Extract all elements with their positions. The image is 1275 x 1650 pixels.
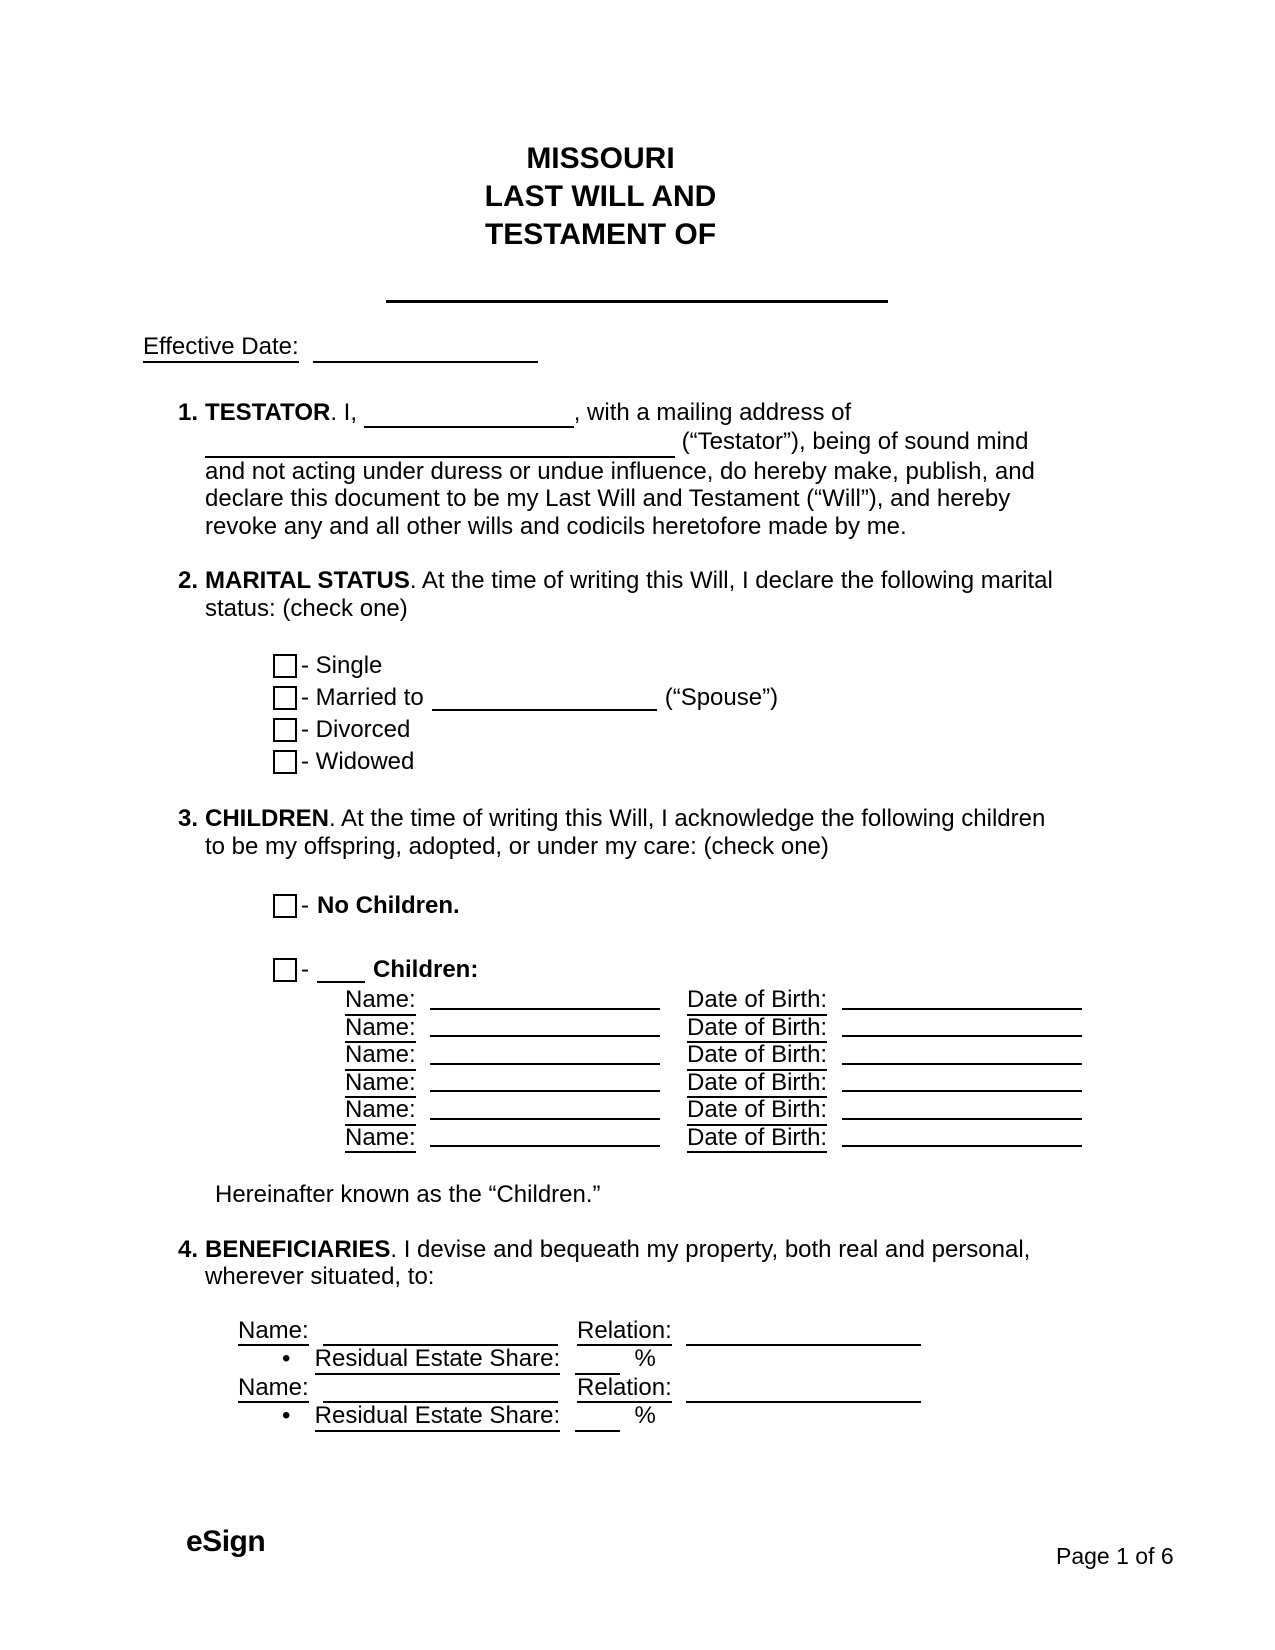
hereinafter-note: Hereinafter known as the “Children.” — [215, 1181, 601, 1208]
beneficiary-relation-label: Relation: — [577, 1374, 672, 1404]
no-children-dash: - — [301, 892, 309, 920]
children-count-checkbox[interactable] — [273, 958, 297, 982]
child-name-blank[interactable] — [430, 986, 660, 1010]
divorced-label: - Divorced — [301, 716, 411, 744]
section-marital-text: MARITAL STATUS. At the time of writing this Will, I declare the following marital status: (check one) - Single - Married to (“Spouse”) - Divorced - Widowed — [205, 567, 1065, 778]
beneficiary-relation-label: Relation: — [577, 1317, 672, 1347]
child-dob-blank[interactable] — [842, 1069, 1082, 1093]
residual-share-blank[interactable] — [575, 1345, 620, 1375]
section-number: 1. — [178, 398, 199, 426]
children-count-blank[interactable] — [317, 957, 365, 983]
widowed-checkbox[interactable] — [273, 750, 297, 774]
child-name-label: Name: — [345, 1096, 416, 1126]
option-single — [273, 650, 1065, 682]
spouse-suffix-label: (“Spouse”) — [664, 684, 779, 712]
child-dob-label: Date of Birth: — [687, 1069, 827, 1099]
child-name-blank[interactable] — [430, 1069, 660, 1093]
children-count-dash: - — [301, 956, 309, 984]
bullet-icon: • — [282, 1345, 291, 1372]
effective-date-blank[interactable] — [313, 333, 538, 363]
section-heading: BENEFICIARIES — [205, 1235, 391, 1263]
child-dob-label: Date of Birth: — [687, 1096, 827, 1126]
child-row-4 — [345, 1069, 1065, 1097]
section-children — [178, 805, 1075, 1151]
section-heading: MARITAL STATUS — [205, 567, 410, 594]
esign-logo: eSign — [186, 1525, 266, 1558]
child-row-2 — [345, 1014, 1065, 1042]
no-children-label: No Children. — [317, 892, 460, 920]
beneficiary-relation-blank[interactable] — [686, 1317, 921, 1347]
page-indicator: Page 1 of 6 — [1056, 1543, 1174, 1569]
residual-share-label: Residual Estate Share: — [315, 1345, 560, 1375]
option-divorced — [273, 714, 1065, 746]
section-beneficiaries — [178, 1236, 1075, 1431]
testator-name-blank[interactable] — [364, 399, 574, 429]
residual-share-label: Residual Estate Share: — [315, 1402, 560, 1432]
effective-date-row — [143, 333, 1075, 363]
child-row-6 — [345, 1124, 1065, 1152]
option-widowed — [273, 746, 1065, 778]
section-heading: CHILDREN — [205, 805, 329, 832]
percent-sign: % — [634, 1402, 656, 1429]
married-checkbox[interactable] — [273, 686, 297, 710]
child-row-3 — [345, 1041, 1065, 1069]
children-count-label: Children: — [373, 956, 479, 984]
child-name-blank[interactable] — [430, 1124, 660, 1148]
effective-date-label: Effective Date: — [143, 333, 299, 363]
divorced-checkbox[interactable] — [273, 718, 297, 742]
section-testator — [178, 399, 1075, 541]
child-row-1 — [345, 986, 1065, 1014]
section-children-text: CHILDREN. At the time of writing this Will, I acknowledge the following children to be my offspring, adopted, or under my care: (check one) - No Children. - Children: Name: Date of Birth: Name: Date of Birth: Name: Date of Birth: Name: Date of Birth: Name: Date of Birth: Name: Date of Birth: — [205, 805, 1065, 1151]
option-married — [273, 682, 1065, 714]
section-number: 4. — [178, 1235, 199, 1263]
beneficiary-name-blank[interactable] — [323, 1374, 558, 1404]
title-line-1: MISSOURI — [526, 142, 675, 175]
testator-name-title-blank[interactable] — [386, 300, 888, 303]
beneficiary-1-share-row — [238, 1345, 1065, 1374]
option-no-children — [273, 890, 1065, 922]
beneficiary-name-label: Name: — [238, 1317, 309, 1347]
beneficiary-2-row — [238, 1374, 1065, 1403]
section-marital-status — [178, 567, 1075, 778]
beneficiary-1-row — [238, 1317, 1065, 1346]
beneficiary-entries — [238, 1317, 1065, 1431]
marital-status-options — [273, 650, 1065, 778]
section-testator-text: TESTATOR. I, , with a mailing address of (“Testator”), being of sound mind and not acting under duress or undue influence, do hereby make, publish, and declare this document to be my Last Will and Testament (“Will”), and hereby revoke any and all other wills and codicils heretofore made by me. — [205, 398, 1035, 540]
section-beneficiaries-text: BENEFICIARIES. I devise and bequeath my property, both real and personal, wherever situated, to: Name: Relation: • Residual Estate Share: % Name: Relation: • Residual Estate Share: % — [205, 1236, 1065, 1431]
percent-sign: % — [634, 1345, 656, 1372]
testator-address-blank[interactable] — [205, 428, 675, 458]
bullet-icon: • — [282, 1402, 291, 1429]
beneficiary-name-blank[interactable] — [323, 1317, 558, 1347]
single-checkbox[interactable] — [273, 654, 297, 678]
title-line-3: TESTAMENT OF — [484, 218, 717, 251]
child-name-blank[interactable] — [430, 1096, 660, 1120]
child-dob-label: Date of Birth: — [687, 1014, 827, 1044]
option-number-of-children — [273, 954, 1065, 986]
child-dob-blank[interactable] — [842, 1124, 1082, 1148]
child-name-label: Name: — [345, 1069, 416, 1099]
widowed-label: - Widowed — [301, 748, 415, 776]
document-title — [143, 140, 1058, 254]
beneficiary-2-share-row — [238, 1402, 1065, 1431]
residual-share-blank[interactable] — [575, 1402, 620, 1432]
no-children-checkbox[interactable] — [273, 894, 297, 918]
child-name-blank[interactable] — [430, 1041, 660, 1065]
title-line-2: LAST WILL AND — [484, 180, 717, 213]
child-name-label: Name: — [345, 1124, 416, 1154]
child-name-label: Name: — [345, 1041, 416, 1071]
children-table — [345, 986, 1065, 1151]
section-heading: TESTATOR — [205, 398, 331, 426]
child-name-label: Name: — [345, 986, 416, 1016]
child-dob-label: Date of Birth: — [687, 1124, 827, 1154]
spouse-name-blank[interactable] — [432, 685, 657, 711]
child-dob-blank[interactable] — [842, 1096, 1082, 1120]
child-name-blank[interactable] — [430, 1014, 660, 1038]
single-label: - Single — [301, 652, 383, 680]
child-name-label: Name: — [345, 1014, 416, 1044]
child-dob-blank[interactable] — [842, 1014, 1082, 1038]
child-dob-label: Date of Birth: — [687, 1041, 827, 1071]
beneficiary-relation-blank[interactable] — [686, 1374, 921, 1404]
child-dob-blank[interactable] — [842, 1041, 1082, 1065]
section-number: 2. — [178, 567, 199, 594]
child-dob-blank[interactable] — [842, 986, 1082, 1010]
child-dob-label: Date of Birth: — [687, 986, 827, 1016]
section-number: 3. — [178, 805, 199, 832]
beneficiary-name-label: Name: — [238, 1374, 309, 1404]
child-row-5 — [345, 1096, 1065, 1124]
married-label: - Married to — [301, 684, 424, 712]
